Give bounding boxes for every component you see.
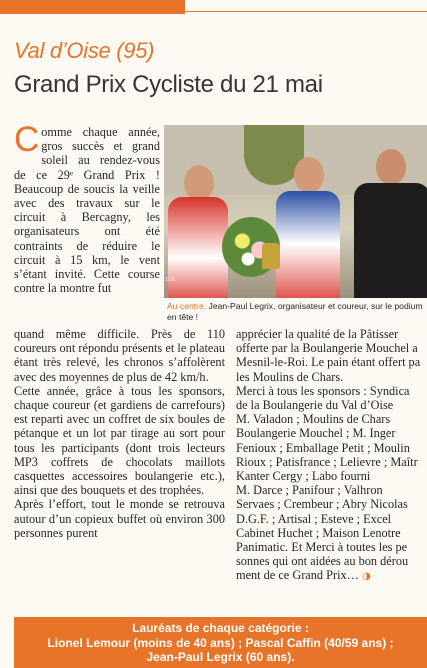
article-column-left-bottom [14, 327, 225, 540]
photo-trophy [262, 243, 280, 269]
winners-title: Lauréats de chaque catégorie : [132, 621, 309, 635]
header-strip [0, 0, 427, 16]
article-line: D.G.F. ; Artisal ; Esteve ; Excel [236, 511, 392, 526]
article-line: Rioux ; Patisfrance ; Lelievre ; Maîtr [236, 454, 418, 469]
article-line-last [236, 568, 427, 584]
article-line: de la Boulangerie du Val d’Oise [236, 398, 394, 413]
photo-person-right [350, 147, 427, 298]
article-line: Servaes ; Crembeur ; Abry Nicolas [236, 497, 408, 512]
winners-box [14, 617, 427, 668]
article-line: Mesnil-le-Roi. Le pain étant offert pa [236, 355, 421, 370]
article-line: sonnes qui ont aidées au bon dérou [236, 554, 409, 569]
article-headline: Grand Prix Cycliste du 21 mai [14, 71, 323, 98]
region-title: Val d’Oise (95) [14, 38, 155, 63]
article-line: M. Darce ; Panifour ; Valhron [236, 483, 383, 498]
article-paragraph [14, 120, 160, 296]
drop-cap: C [14, 120, 40, 159]
photo-credit: D.R. [166, 277, 176, 283]
podium-photo [164, 125, 427, 298]
caption-text: Jean-Paul Legrix, organisateur et coureur, sur le podium en tête ! [167, 301, 423, 322]
article-line: Boulangerie Mouchel ; M. Inger [236, 426, 396, 441]
article-text-p3: Après l’effort, tout le monde se retrouva autour d’un copieux buffet où environ 300 personnes purent [14, 497, 225, 540]
winners-line-2: Jean-Paul Legrix (60 ans). [146, 650, 295, 664]
article-line: Merci à tous les sponsors : Syndica [236, 383, 410, 398]
article-column-left-top [14, 120, 160, 296]
article-line: M. Valadon ; Moulins de Chars [236, 412, 391, 427]
article-line: offerte par la Boulangerie Mouchel a [236, 341, 418, 356]
article-text-p2: Cette année, grâce à tous les sponsors, chaque coureur (et gardiens de carrefours) est reparti avec un coffret de six boules de pétanque et un lot par tirage au sort pour tous les participants (dont trois lecteurs MP3 coffrets de chocolats maillots casquettes accessoires boulangerie etc.), ainsi que des bouquets et des trophées. [14, 383, 225, 498]
article-text-p1-continued: quand même difficile. Près de 110 coureurs ont répondu présents et le plateau étant très relevé, les chronos s’affolèrent avec des moyennes de plus de 42 km/h. [14, 327, 225, 384]
photo-caption [167, 301, 425, 323]
photo-person-center [272, 155, 344, 298]
caption-lead: Au centre, [167, 301, 207, 311]
winners-line-1: Lionel Lemour (moins de 40 ans) ; Pascal Caffin (40/59 ans) ; [47, 635, 394, 650]
article-line-text: ment de ce Grand Prix… [236, 568, 359, 583]
article-line: Panimatic. Et Merci à toutes les pe [236, 540, 408, 555]
header-orange-bar [0, 0, 185, 14]
article-line: apprécier la qualité de la Pâtisser [236, 327, 399, 341]
article-text-p1: omme chaque année, gros succès et grand soleil au rendez-vous de ce 29ᵉ Grand Prix ! Beaucoup de soucis la veille avec des travaux sur le circuit à Bercagny, les organisateurs ont été contraints de réduire le circuit à 15 km, le vent s’étant invité. Cette course contre la montre fut [14, 125, 160, 296]
article-line: Cabinet Huchet ; Maison Lenotre [236, 525, 401, 540]
end-mark-icon: ◑ [362, 571, 371, 583]
article-line: Kanter Cergy ; Labo fourni [236, 469, 371, 484]
article-column-right [236, 327, 427, 613]
article-line: les Moulins de Chars. [236, 369, 344, 384]
header-rule [185, 11, 427, 12]
article-line: Fenioux ; Emballage Petit ; Moulin [236, 440, 410, 455]
